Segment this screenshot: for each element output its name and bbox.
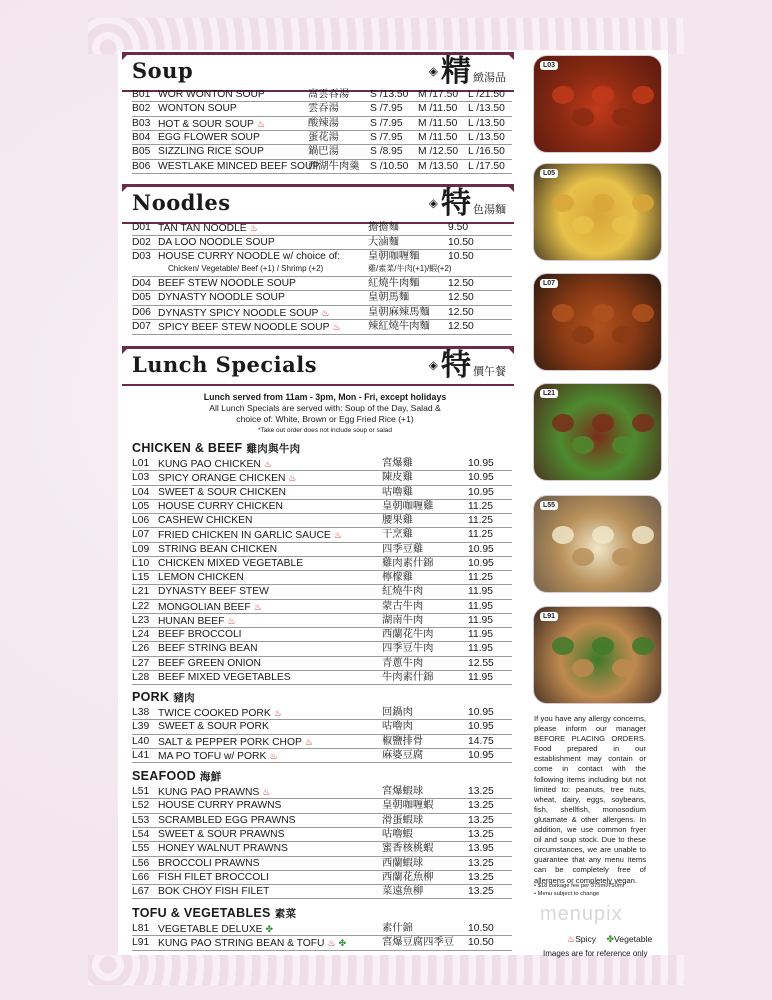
top-pattern-band — [88, 18, 684, 54]
food-piece — [612, 659, 634, 677]
soup-header — [122, 52, 514, 92]
item-name: SCRAMBLED EGG PRAWNS — [158, 814, 296, 826]
soup-title: Soup — [132, 58, 194, 83]
item-chinese-name: 檸檬雞 — [382, 572, 413, 583]
price-medium: M /12.50 — [418, 146, 459, 158]
price-medium: M /11.50 — [418, 103, 458, 115]
food-piece — [612, 216, 634, 234]
item-chinese-name: 蒙古牛肉 — [382, 600, 424, 612]
item-code: L38 — [132, 707, 150, 718]
item-chinese-options: 雞/素菜/牛肉(+1)/蝦(+2) — [368, 264, 452, 273]
row-divider — [132, 334, 512, 335]
dish-photo — [533, 55, 662, 153]
item-name: HOUSE CURRY CHICKEN — [158, 500, 283, 512]
item-name: LEMON CHICKEN — [158, 572, 244, 583]
food-piece — [552, 637, 574, 655]
item-name: SALT & PEPPER PORK CHOP ♨ — [158, 736, 313, 748]
item-code: L54 — [132, 828, 150, 840]
item-code: L09 — [132, 543, 150, 555]
item-price: 13.25 — [468, 786, 494, 797]
item-name: BEEF BROCCOLI — [158, 629, 242, 640]
item-chinese-name: 西湖牛肉羹 — [308, 160, 360, 172]
item-name: FRIED CHICKEN IN GARLIC SAUCE ♨ — [158, 530, 342, 542]
item-price: 11.95 — [468, 671, 494, 683]
dish-photo — [533, 163, 662, 261]
item-price: 13.25 — [468, 814, 494, 826]
chili-icon: ♨ — [263, 459, 272, 469]
item-chinese-name: 鍋巴湯 — [308, 146, 339, 158]
item-code: L07 — [132, 529, 150, 541]
vegetable-icon: ✤ — [338, 938, 347, 949]
item-name: DA LOO NOODLE SOUP — [158, 236, 275, 248]
item-code: L26 — [132, 643, 150, 655]
item-chinese-name: 四季豆牛肉 — [382, 643, 434, 655]
food-piece — [572, 436, 594, 454]
item-name: WOR WONTON SOUP — [158, 89, 265, 100]
food-piece — [592, 194, 614, 212]
item-price: 9.50 — [448, 222, 469, 233]
item-code: B01 — [132, 89, 151, 100]
item-chinese-name: 咕嚕雞 — [382, 486, 413, 498]
item-name: BEEF MIXED VEGETABLES — [158, 671, 291, 683]
item-chinese-name: 陳皮雞 — [382, 472, 413, 484]
food-piece — [612, 326, 634, 344]
food-piece — [572, 108, 594, 126]
vegetable-icon: ✤ — [606, 934, 615, 944]
item-name: TAN TAN NOODLE ♨ — [158, 223, 258, 234]
chili-icon: ♨ — [273, 708, 282, 718]
food-piece — [592, 526, 614, 544]
item-code: L06 — [132, 515, 150, 526]
item-price: 11.25 — [468, 529, 494, 541]
item-code: B03 — [132, 117, 151, 129]
item-chinese-name: 素什錦 — [382, 923, 413, 934]
item-price: 11.95 — [468, 643, 494, 655]
item-name: KUNG PAO PRAWNS ♨ — [158, 787, 271, 798]
item-code: L03 — [132, 472, 150, 484]
food-piece — [552, 526, 574, 544]
chili-icon: ♨ — [333, 530, 342, 541]
item-chinese-name: 皇朝咖喱麵 — [368, 251, 420, 262]
chili-icon: ♨ — [567, 934, 576, 944]
food-piece — [612, 436, 634, 454]
food-piece — [572, 548, 594, 566]
food-piece — [552, 414, 574, 432]
chili-icon: ♨ — [321, 307, 330, 318]
food-piece — [552, 304, 574, 322]
item-code: L23 — [132, 614, 150, 626]
item-price: 10.50 — [448, 251, 474, 262]
item-chinese-name: 雲吞湯 — [308, 103, 339, 115]
item-code: L24 — [132, 629, 150, 640]
item-name: CHICKEN MIXED VEGETABLE — [158, 557, 304, 569]
item-name: EGG FLOWER SOUP — [158, 131, 260, 143]
item-name: SPICY ORANGE CHICKEN ♨ — [158, 473, 297, 485]
item-chinese-name: 咕嚕蝦 — [382, 828, 413, 840]
item-price: 10.95 — [468, 721, 494, 733]
item-code: L04 — [132, 486, 150, 498]
item-price: 12.55 — [468, 657, 494, 669]
price-large: L /16.50 — [468, 146, 505, 158]
price-large: L /13.50 — [468, 103, 505, 115]
food-piece — [572, 659, 594, 677]
item-price: 10.95 — [468, 486, 494, 498]
item-chinese-name: 辣紅燒牛肉麵 — [368, 321, 430, 332]
bottom-pattern-band — [88, 955, 684, 985]
item-price: 11.25 — [468, 500, 494, 512]
item-chinese-name: 蜜香核桃蝦 — [382, 843, 434, 855]
item-chinese-name: 皇朝麻辣馬麵 — [368, 306, 430, 318]
item-name: DYNASTY BEEF STEW — [158, 586, 269, 598]
item-name: HOUSE CURRY PRAWNS — [158, 800, 282, 812]
item-price: 11.25 — [468, 515, 494, 526]
item-price: 13.25 — [468, 828, 494, 840]
item-code: B06 — [132, 160, 151, 172]
chili-icon: ♨ — [262, 787, 271, 797]
item-price: 11.95 — [468, 600, 494, 612]
noodles-header — [122, 184, 514, 224]
item-chinese-name: 紅燒牛肉麵 — [368, 277, 420, 289]
item-code: L91 — [132, 937, 150, 949]
lunch-header — [122, 346, 514, 386]
item-chinese-name: 四季豆雞 — [382, 543, 424, 555]
item-code: L41 — [132, 749, 150, 761]
item-name: FISH FILET BROCCOLI — [158, 871, 269, 883]
item-chinese-name: 酸辣湯 — [308, 117, 339, 129]
item-code: L05 — [132, 500, 150, 512]
price-medium: M /11.50 — [418, 131, 458, 143]
item-chinese-name: 大滷麵 — [368, 236, 399, 248]
item-code: L39 — [132, 721, 150, 733]
price-small: S /10.50 — [370, 160, 409, 172]
item-chinese-name: 窩雲吞湯 — [308, 89, 350, 100]
dish-photo-label: L21 — [540, 389, 558, 398]
noodles-badge: ◈ 特 色湯麵 — [428, 186, 506, 221]
chili-icon: ♨ — [288, 473, 297, 484]
dish-photo-label: L05 — [540, 169, 558, 178]
item-price: 11.95 — [468, 614, 494, 626]
item-code: L21 — [132, 586, 150, 598]
price-medium: M /17.50 — [418, 89, 459, 100]
item-price: 10.95 — [468, 749, 494, 761]
item-code: L10 — [132, 557, 150, 569]
lunch-title: Lunch Specials — [132, 352, 318, 377]
item-chinese-name: 蛋花湯 — [308, 131, 339, 143]
item-chinese-name: 椒鹽排骨 — [382, 735, 424, 747]
food-piece — [572, 216, 594, 234]
chili-icon: ♨ — [304, 736, 313, 747]
item-price: 13.25 — [468, 871, 494, 883]
item-name: WONTON SOUP — [158, 103, 237, 115]
item-code: D07 — [132, 321, 151, 332]
item-chinese-name: 宮爆蝦球 — [382, 786, 424, 797]
item-code: L22 — [132, 600, 150, 612]
fine-print: • $18 corkage fee per 375ml/750ml • Menu subject to change — [534, 883, 625, 897]
item-code: B02 — [132, 103, 151, 115]
food-piece — [632, 304, 654, 322]
item-code: D03 — [132, 251, 151, 262]
item-chinese-name: 干烹雞 — [382, 529, 413, 541]
price-small: S /8.95 — [370, 146, 403, 158]
food-piece — [632, 194, 654, 212]
item-name: HOT & SOUR SOUP ♨ — [158, 118, 266, 130]
dish-photo-label: L91 — [540, 612, 558, 621]
item-name: BEEF GREEN ONION — [158, 657, 261, 669]
food-piece — [572, 326, 594, 344]
item-chinese-name: 回鍋肉 — [382, 707, 413, 718]
food-piece — [592, 637, 614, 655]
seafood-heading: SEAFOOD 海鮮 — [132, 769, 222, 783]
item-code: L55 — [132, 843, 150, 855]
item-chinese-name: 西蘭蝦球 — [382, 857, 424, 869]
price-small: S /13.50 — [370, 89, 409, 100]
food-piece — [632, 86, 654, 104]
item-code: L67 — [132, 886, 150, 898]
item-code: B05 — [132, 146, 151, 158]
item-price: 10.95 — [468, 707, 494, 718]
item-chinese-name: 腰果雞 — [382, 515, 413, 526]
row-divider — [132, 762, 512, 763]
vegetable-icon: ✤ — [265, 924, 274, 934]
row-divider — [132, 898, 512, 899]
item-chinese-name: 麻婆豆腐 — [382, 749, 424, 761]
item-price: 13.95 — [468, 843, 494, 855]
price-small: S /7.95 — [370, 131, 403, 143]
item-chinese-name: 紅燒牛肉 — [382, 586, 424, 598]
item-name: HUNAN BEEF ♨ — [158, 615, 236, 627]
row-divider — [132, 173, 512, 174]
item-code: D02 — [132, 236, 151, 248]
item-code: L01 — [132, 458, 150, 469]
price-small: S /7.95 — [370, 117, 403, 129]
item-chinese-name: 雞肉素什錦 — [382, 557, 434, 569]
item-name: TWICE COOKED PORK ♨ — [158, 708, 282, 719]
chili-icon: ♨ — [253, 601, 262, 612]
item-name: HONEY WALNUT PRAWNS — [158, 843, 288, 855]
item-price: 12.50 — [448, 306, 474, 318]
item-chinese-name: 菜遠魚柳 — [382, 886, 424, 898]
chili-icon: ♨ — [249, 223, 258, 233]
item-chinese-name: 西蘭花魚柳 — [382, 871, 434, 883]
item-name: BEEF STEW NOODLE SOUP — [158, 277, 296, 289]
food-piece — [552, 194, 574, 212]
item-code: D01 — [132, 222, 151, 233]
item-code: L81 — [132, 923, 150, 934]
dish-photo — [533, 606, 662, 704]
item-code: B04 — [132, 131, 151, 143]
chili-icon: ♨ — [227, 615, 236, 626]
item-price: 12.50 — [448, 321, 474, 332]
item-price: 13.25 — [468, 800, 494, 812]
item-price: 10.50 — [448, 236, 474, 248]
chili-icon: ♨ — [327, 938, 336, 949]
dish-photo — [533, 495, 662, 593]
item-code: L56 — [132, 857, 150, 869]
item-price: 11.25 — [468, 572, 494, 583]
item-name: MA PO TOFU w/ PORK ♨ — [158, 750, 278, 762]
item-code: L28 — [132, 671, 150, 683]
chili-icon: ♨ — [256, 118, 266, 129]
item-code: D06 — [132, 306, 151, 318]
item-price: 10.95 — [468, 472, 494, 484]
food-piece — [632, 637, 654, 655]
noodles-title: Noodles — [132, 190, 231, 215]
item-name: SIZZLING RICE SOUP — [158, 146, 264, 158]
food-piece — [632, 414, 654, 432]
row-divider — [132, 950, 512, 951]
item-price: 11.95 — [468, 586, 494, 598]
dish-photo-label: L55 — [540, 501, 558, 510]
item-price: 10.95 — [468, 557, 494, 569]
food-piece — [592, 86, 614, 104]
lunch-note: Lunch served from 11am - 3pm, Mon - Fri, except holidays All Lunch Specials are served with: Soup of the Day, Salad & choice of: White, Brown or Egg Fried Rice (+1) *Take out order does not include soup or salad — [203, 392, 447, 434]
food-piece — [632, 526, 654, 544]
chicken-beef-heading: CHICKEN & BEEF 雞肉與牛肉 — [132, 441, 301, 455]
item-name: KUNG PAO CHICKEN ♨ — [158, 459, 272, 470]
row-divider — [132, 684, 512, 685]
reference-note: Images are for reference only — [543, 949, 648, 958]
item-name: SWEET & SOUR PORK — [158, 721, 269, 733]
tofu-heading: TOFU & VEGETABLES 素菜 — [132, 906, 297, 920]
item-price: 11.95 — [468, 629, 494, 640]
item-chinese-name: 宮爆雞 — [382, 458, 413, 469]
watermark-logo: menupix — [540, 903, 623, 925]
item-chinese-name: 西蘭花牛肉 — [382, 629, 434, 640]
allergy-notice: If you have any allergy concerns, please inform our manager BEFORE PLACING ORDERS. Food prepared in our establishment may contain or come in contact with the following items including but not limited to: peanuts, tree nuts, wheat, dairy, eggs, soybeans, fish, shellfish, monosodium glutamate & other allergens. In addition, we use common fryer oil and soup stock. Due to these circumstances, we are unable to guarantee that any menu items can be completely free of allergens or completely vegan. — [534, 714, 646, 885]
food-piece — [592, 414, 614, 432]
item-code: L52 — [132, 800, 150, 812]
item-price: 13.25 — [468, 886, 494, 898]
dish-photo-label: L03 — [540, 61, 558, 70]
item-name: CASHEW CHICKEN — [158, 515, 253, 526]
price-medium: M /11.50 — [418, 117, 458, 129]
chili-icon: ♨ — [269, 750, 278, 761]
item-code: L51 — [132, 786, 150, 797]
item-code: D05 — [132, 292, 151, 303]
item-name: SWEET & SOUR CHICKEN — [158, 486, 286, 498]
item-chinese-name: 擔擔麵 — [368, 222, 399, 233]
item-name: WESTLAKE MINCED BEEF SOUP — [158, 160, 320, 172]
item-chinese-name: 皇朝咖喱雞 — [382, 500, 434, 512]
item-name: VEGETABLE DELUXE ✤ — [158, 924, 274, 935]
item-price: 13.25 — [468, 857, 494, 869]
lunch-badge: ◈ 特 價午餐 — [428, 348, 506, 383]
item-code: L66 — [132, 871, 150, 883]
item-name: KUNG PAO STRING BEAN & TOFU ♨ ✤ — [158, 938, 347, 950]
item-name: SWEET & SOUR PRAWNS — [158, 828, 285, 840]
item-code: L40 — [132, 735, 150, 747]
item-name: STRING BEAN CHICKEN — [158, 543, 278, 555]
item-options: Chicken/ Vegetable/ Beef (+1) / Shrimp (+2) — [168, 264, 324, 273]
item-code: L27 — [132, 657, 150, 669]
item-name: SPICY BEEF STEW NOODLE SOUP ♨ — [158, 322, 341, 333]
item-name: MONGOLIAN BEEF ♨ — [158, 601, 262, 613]
price-large: L /13.50 — [468, 117, 505, 129]
item-chinese-name: 皇朝咖喱蝦 — [382, 800, 434, 812]
soup-badge: ◈ 精 緻湯品 — [428, 54, 506, 89]
item-code: D04 — [132, 277, 151, 289]
legend: ♨Spicy ✤Vegetable — [567, 934, 653, 944]
price-large: L /21.50 — [468, 89, 505, 100]
dish-photo — [533, 273, 662, 371]
item-price: 10.50 — [468, 937, 494, 949]
item-name: BEEF STRING BEAN — [158, 643, 258, 655]
price-small: S /7.95 — [370, 103, 403, 115]
food-piece — [592, 304, 614, 322]
dish-photo-label: L07 — [540, 279, 558, 288]
item-name: DYNASTY NOODLE SOUP — [158, 292, 285, 303]
item-price: 10.95 — [468, 458, 494, 469]
item-price: 12.50 — [448, 292, 474, 303]
item-code: L15 — [132, 572, 150, 583]
item-price: 14.75 — [468, 735, 494, 747]
item-chinese-name: 宮爆豆腐四季豆 — [382, 937, 455, 949]
item-name: HOUSE CURRY NOODLE w/ choice of: — [158, 251, 341, 262]
item-chinese-name: 皇朝馬麵 — [368, 292, 410, 303]
item-chinese-name: 青蔥牛肉 — [382, 657, 424, 669]
food-piece — [552, 86, 574, 104]
item-price: 10.50 — [468, 923, 494, 934]
price-medium: M /13.50 — [418, 160, 459, 172]
item-code: L53 — [132, 814, 150, 826]
food-piece — [612, 548, 634, 566]
dish-photo — [533, 383, 662, 481]
chili-icon: ♨ — [332, 322, 341, 332]
price-large: L /13.50 — [468, 131, 505, 143]
price-large: L /17.50 — [468, 160, 505, 172]
item-chinese-name: 牛肉素什錦 — [382, 671, 434, 683]
pork-heading: PORK 豬肉 — [132, 690, 195, 704]
item-chinese-name: 滑蛋蝦球 — [382, 814, 424, 826]
food-piece — [612, 108, 634, 126]
item-name: BROCCOLI PRAWNS — [158, 857, 260, 869]
item-price: 10.95 — [468, 543, 494, 555]
item-name: BOK CHOY FISH FILET — [158, 886, 270, 898]
item-price: 12.50 — [448, 277, 474, 289]
item-name: DYNASTY SPICY NOODLE SOUP ♨ — [158, 307, 330, 319]
item-chinese-name: 湖南牛肉 — [382, 614, 424, 626]
item-chinese-name: 咕嚕肉 — [382, 721, 413, 733]
